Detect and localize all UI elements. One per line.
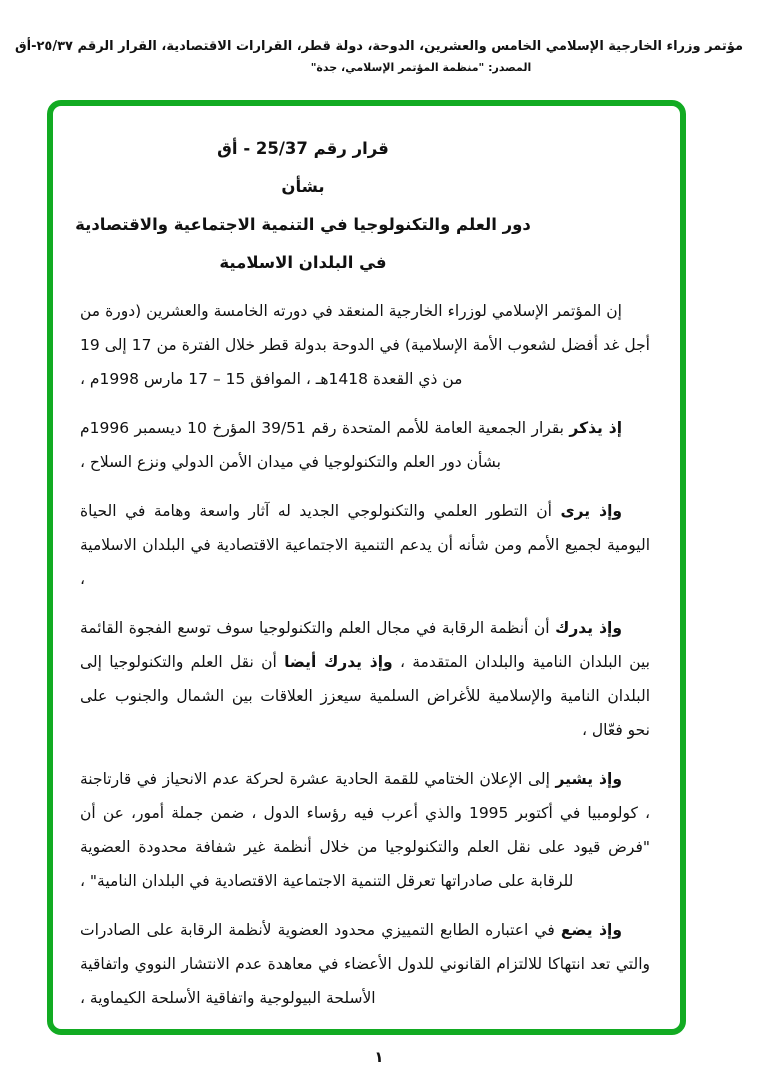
title-subject-2: في البلدان الاسلامية bbox=[219, 253, 387, 272]
paragraph-lead: وإذ يشير bbox=[555, 770, 622, 788]
paragraph-recalling bbox=[80, 411, 650, 479]
paragraph-text: أن التطور العلمي والتكنولوجي الجديد له آثار واسعة وهامة في الحياة اليومية لجميع الأمم ومن شأنه أن يدعم التنمية الاجتماعية الاقتصادية في البلدان الاسلامية ، bbox=[80, 502, 650, 588]
decree-title bbox=[47, 130, 588, 282]
paragraph-text: إلى الإعلان الختامي للقمة الحادية عشرة لحركة عدم الانحياز في قارتاجنة ، كولومبيا في أكتوبر 1995 والذي أعرب فيه رؤساء الدول ، ضمن جملة أمور، عن أن "فرض قيود على نقل العلم والتكنولوجيا من خلال أنظمة غير شفافة محدودة العضوية للرقابة على صادراتها تعرقل التنمية الاجتماعية الاقتصادية في البلدان النامية" ، bbox=[80, 770, 650, 890]
decree-box bbox=[47, 100, 686, 1035]
paragraph-text: بقرار الجمعية العامة للأمم المتحدة رقم 39/51 المؤرخ 10 ديسمبر 1996م بشأن دور العلم والتكنولوجيا في ميدان الأمن الدولي ونزع السلاح ، bbox=[80, 419, 564, 471]
paragraph-bearing-in-mind bbox=[80, 913, 650, 1015]
paragraph-lead: وإذ يضع bbox=[560, 921, 622, 939]
paragraph-text: إن المؤتمر الإسلامي لوزراء الخارجية المنعقد في دورته الخامسة والعشرين (دورة من أجل غد أفضل لشعوب الأمة الإسلامية) في الدوحة بدولة قطر خلال الفترة من 17 إلى 19 من ذي القعدة 1418هـ ، الموافق 15 – 17 مارس 1998م ، bbox=[80, 302, 650, 388]
paragraph-lead: وإذ يدرك bbox=[555, 619, 622, 637]
paragraph-lead: إذ يذكر bbox=[569, 419, 623, 437]
title-decree-number: قرار رقم 25/37 - أق bbox=[217, 139, 389, 158]
paragraph-lead-2: وإذ يدرك أيضا bbox=[284, 653, 393, 671]
title-concerning: بشأن bbox=[281, 177, 325, 196]
paragraph-text: أن أنظمة الرقابة في مجال العلم والتكنولوجيا سوف توسع الفجوة القائمة بين البلدان النامية والبلدان المتقدمة ، bbox=[80, 619, 650, 671]
header-citation-line: مؤتمر وزراء الخارجية الإسلامي الخامس والعشرين، الدوحة، دولة قطر، القرارات الاقتصادية، القرار الرقم ٢٥/٣٧-أق bbox=[14, 39, 744, 54]
page-header bbox=[0, 38, 758, 74]
decree-paragraphs bbox=[80, 294, 650, 1015]
paragraph-referring bbox=[80, 762, 650, 898]
paragraph-text-2: أن نقل العلم والتكنولوجيا إلى البلدان النامية والإسلامية للأغراض السلمية سيعزز العلاقات بين الشمال والجنوب على نحو فعّال ، bbox=[80, 653, 650, 739]
title-subject: دور العلم والتكنولوجيا في التنمية الاجتماعية والاقتصادية bbox=[75, 215, 531, 234]
page-number: ١ bbox=[374, 1048, 384, 1066]
paragraph-considering bbox=[80, 494, 650, 596]
paragraph-aware bbox=[80, 611, 650, 747]
paragraph-text: في اعتباره الطابع التمييزي محدود العضوية لأنظمة الرقابة على الصادرات والتي تعد انتهاكا للالتزام القانوني للدول الأعضاء في معاهدة عدم الانتشار النووي واتفاقية الأسلحة البيولوجية واتفاقية الأسلحة الكيماوية ، bbox=[80, 921, 650, 1007]
paragraph-preamble bbox=[80, 294, 650, 396]
decree-content bbox=[53, 106, 680, 1015]
paragraph-lead: وإذ يرى bbox=[560, 502, 623, 520]
header-source-line: المصدر: "منظمة المؤتمر الإسلامي، جدة" bbox=[310, 61, 532, 74]
